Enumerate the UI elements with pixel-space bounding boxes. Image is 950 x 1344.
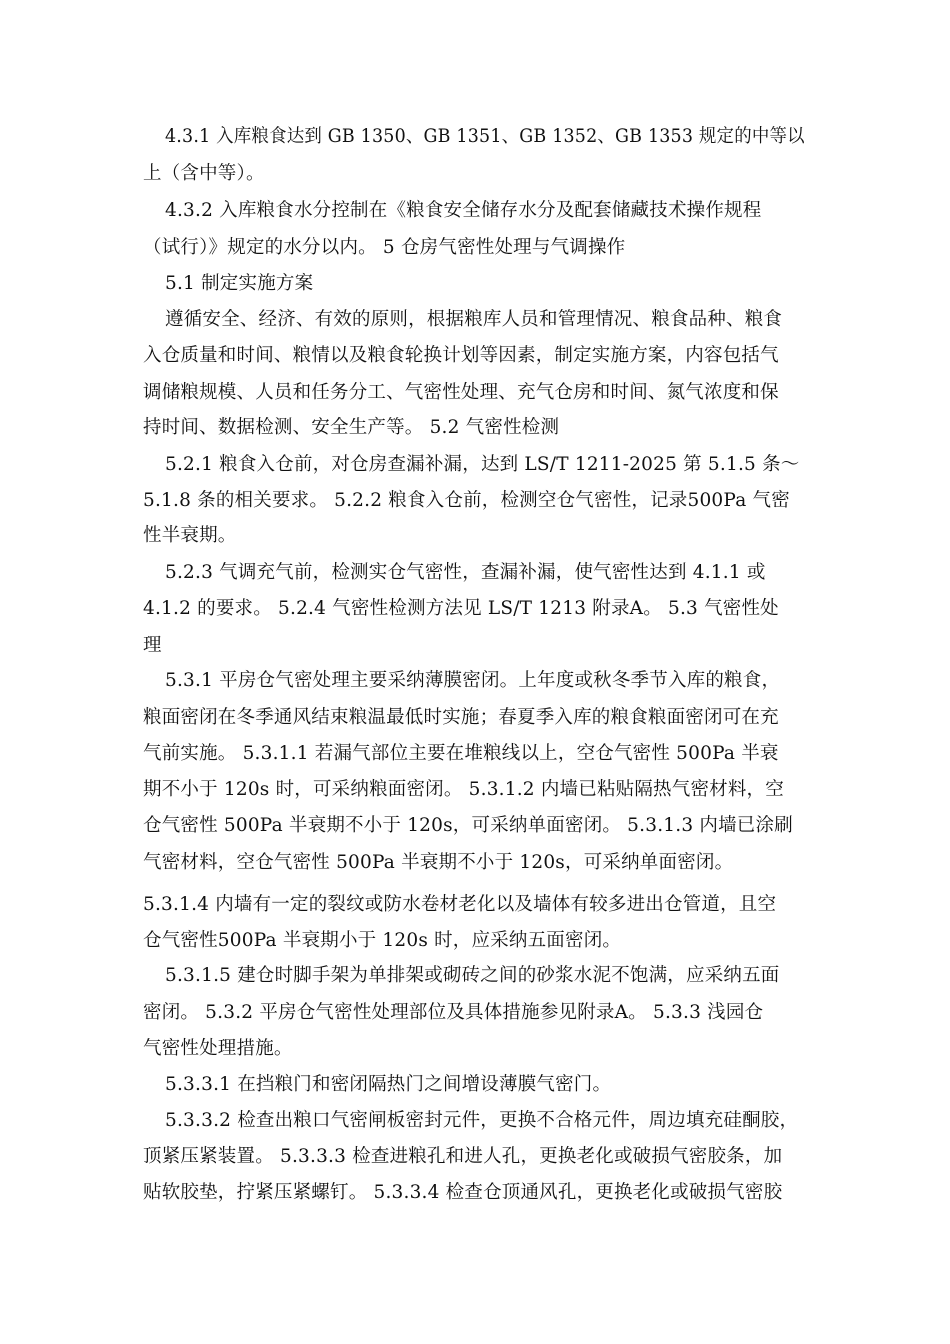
- text-line: 理: [143, 635, 162, 656]
- text-line: （试行）》规定的水分以内。 5 仓房气密性处理与气调操作: [143, 237, 626, 258]
- text-line: 5.3.3.2 检查出粮口气密闸板密封元件，更换不合格元件，周边填充硅酮胶，: [165, 1110, 799, 1131]
- text-line: 4.3.1 入库粮食达到 GB 1350、GB 1351、GB 1352、GB 1353 规定的中等以: [165, 126, 805, 147]
- text-line: 持时间、数据检测、安全生产等。 5.2 气密性检测: [143, 417, 560, 438]
- text-line: 5.3.1.5 建仓时脚手架为单排架或砌砖之间的砂浆水泥不饱满，应采纳五面: [165, 965, 780, 986]
- text-line: 5.2.3 气调充气前，检测实仓气密性，查漏补漏，使气密性达到 4.1.1 或: [165, 562, 766, 583]
- text-line: 调储粮规模、人员和任务分工、气密性处理、充气仓房和时间、氮气浓度和保: [143, 382, 779, 403]
- text-line: 性半衰期。: [143, 525, 237, 546]
- text-line: 气密材料，空仓气密性 500Pa 半衰期不小于 120s，可采纳单面密闭。: [143, 852, 734, 873]
- text-line: 粮面密闭在冬季通风结束粮温最低时实施；春夏季入库的粮食粮面密闭可在充: [143, 707, 779, 728]
- text-line: 上（含中等）。: [143, 163, 265, 184]
- text-line: 5.2.1 粮食入仓前，对仓房查漏补漏，达到 LS/T 1211-2025 第 5.1.5 条～: [165, 454, 800, 475]
- text-line: 入仓质量和时间、粮情以及粮食轮换计划等因素，制定实施方案，内容包括气: [143, 345, 779, 366]
- text-line: 5.3.1.4 内墙有一定的裂纹或防水卷材老化以及墙体有较多进出仓管道，且空: [143, 894, 777, 915]
- text-line: 仓气密性 500Pa 半衰期不小于 120s，可采纳单面密闭。 5.3.1.3 内墙已涂刷: [143, 815, 793, 836]
- text-line: 5.3.1 平房仓气密处理主要采纳薄膜密闭。上年度或秋冬季节入库的粮食，: [165, 670, 781, 691]
- text-line: 贴软胶垫，拧紧压紧螺钉。 5.3.3.4 检查仓顶通风孔，更换老化或破损气密胶: [143, 1182, 783, 1203]
- text-line: 气密性处理措施。: [143, 1038, 293, 1059]
- text-line: 密闭。 5.3.2 平房仓气密性处理部位及具体措施参见附录A。 5.3.3 浅园仓: [143, 1002, 764, 1023]
- text-line: 4.1.2 的要求。 5.2.4 气密性检测方法见 LS/T 1213 附录A。 5.3 气密性处: [143, 598, 779, 619]
- text-line: 5.1 制定实施方案: [165, 273, 314, 294]
- text-line: 4.3.2 入库粮食水分控制在《粮食安全储存水分及配套储藏技术操作规程: [165, 200, 762, 221]
- text-line: 遵循安全、经济、有效的原则，根据粮库人员和管理情况、粮食品种、粮食: [165, 309, 783, 330]
- text-line: 期不小于 120s 时，可采纳粮面密闭。 5.3.1.2 内墙已粘贴隔热气密材料，空: [143, 779, 784, 800]
- text-line: 5.3.3.1 在挡粮门和密闭隔热门之间增设薄膜气密门。: [165, 1074, 612, 1095]
- text-line: 仓气密性500Pa 半衰期小于 120s 时，应采纳五面密闭。: [143, 930, 622, 951]
- text-line: 气前实施。 5.3.1.1 若漏气部位主要在堆粮线以上，空仓气密性 500Pa 半衰: [143, 743, 779, 764]
- text-line: 顶紧压紧装置。 5.3.3.3 检查进粮孔和进人孔，更换老化或破损气密胶条，加: [143, 1146, 783, 1167]
- text-line: 5.1.8 条的相关要求。 5.2.2 粮食入仓前，检测空仓气密性，记录500Pa 气密: [143, 490, 790, 511]
